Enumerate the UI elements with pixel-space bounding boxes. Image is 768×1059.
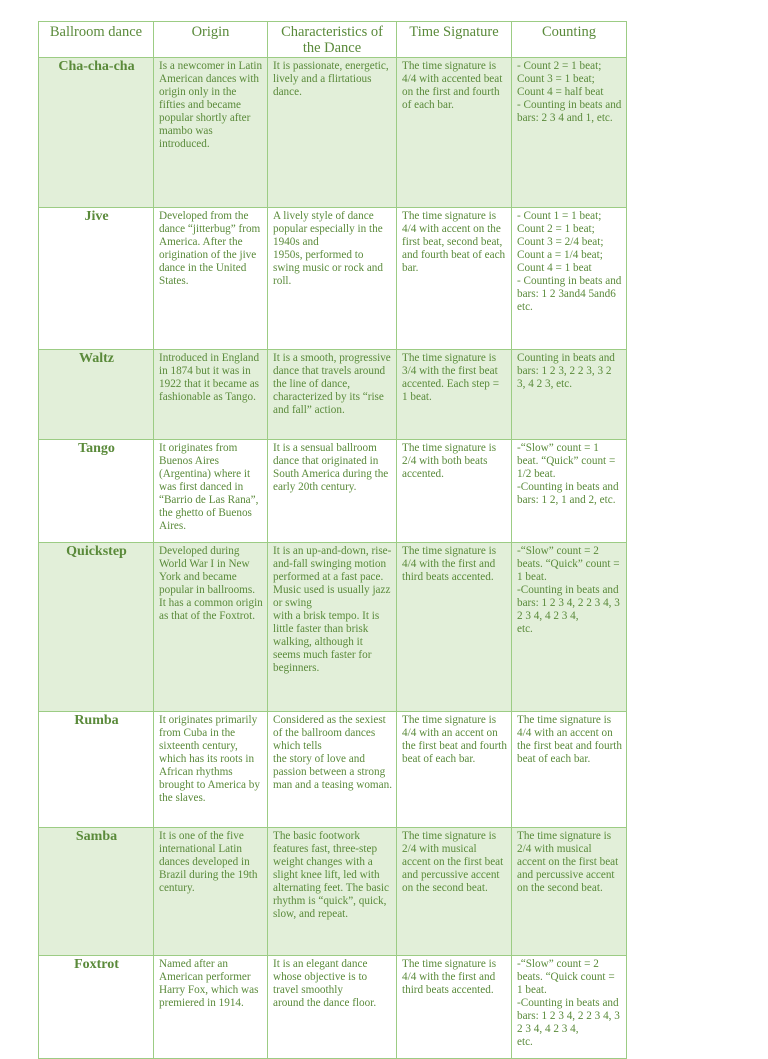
table-row: [39, 543, 627, 712]
dance-name-cell: Samba: [39, 828, 154, 956]
time-signature-cell: The time signature is 4/4 with an accent on the first beat and fourth beat of each bar.: [397, 712, 512, 828]
time-signature-cell: The time signature is 4/4 with the first and third beats accented.: [397, 956, 512, 1059]
time-signature-cell: The time signature is 2/4 with musical accent on the first beat and percussive accent on the second beat.: [397, 828, 512, 956]
header-origin: Origin: [154, 22, 268, 58]
table-row: [39, 956, 627, 1059]
origin-cell: It originates primarily from Cuba in the sixteenth century, which has its roots in African rhythms brought to America by the slaves.: [154, 712, 268, 828]
counting-cell: The time signature is 2/4 with musical accent on the first beat and percussive accent on the second beat.: [512, 828, 627, 956]
characteristics-cell: Considered as the sexiest of the ballroom dances which tells the story of love and passion between a strong man and a teasing woman.: [268, 712, 397, 828]
characteristics-cell: It is an elegant dance whose objective is to travel smoothly around the dance floor.: [268, 956, 397, 1059]
header-ballroom-dance: Ballroom dance: [39, 22, 154, 58]
table-row: [39, 350, 627, 440]
origin-cell: Named after an American performer Harry Fox, which was premiered in 1914.: [154, 956, 268, 1059]
counting-cell: Counting in beats and bars: 1 2 3, 2 2 3, 3 2 3, 4 2 3, etc.: [512, 350, 627, 440]
dance-name-cell: Quickstep: [39, 543, 154, 712]
time-signature-cell: The time signature is 4/4 with accent on the first beat, second beat, and fourth beat of each bar.: [397, 208, 512, 350]
time-signature-cell: The time signature is 4/4 with the first and third beats accented.: [397, 543, 512, 712]
origin-cell: Developed from the dance “jitterbug” from America. After the origination of the jive dance in the United States.: [154, 208, 268, 350]
header-time-signature: Time Signature: [397, 22, 512, 58]
dance-name-cell: Cha-cha-cha: [39, 58, 154, 208]
ballroom-dance-table: [38, 21, 627, 1059]
counting-cell: -“Slow” count = 2 beats. “Quick” count = 1 beat. -Counting in beats and bars: 1 2 3 4, 2 2 3 4, 3 2 3 4, 4 2 3 4, etc.: [512, 543, 627, 712]
characteristics-cell: It is passionate, energetic, lively and a flirtatious dance.: [268, 58, 397, 208]
header-counting: Counting: [512, 22, 627, 58]
counting-cell: - Count 1 = 1 beat; Count 2 = 1 beat; Count 3 = 2/4 beat; Count a = 1/4 beat; Count 4 = 1 beat - Counting in beats and bars: 1 2 3and4 5and6 etc.: [512, 208, 627, 350]
dance-name-cell: Rumba: [39, 712, 154, 828]
origin-cell: Is a newcomer in Latin American dances with origin only in the fifties and became popular shortly after mambo was introduced.: [154, 58, 268, 208]
header-characteristics: Characteristics of the Dance: [268, 22, 397, 58]
dance-name-cell: Waltz: [39, 350, 154, 440]
counting-cell: The time signature is 4/4 with an accent on the first beat and fourth beat of each bar.: [512, 712, 627, 828]
origin-cell: Introduced in England in 1874 but it was in 1922 that it became as fashionable as Tango.: [154, 350, 268, 440]
counting-cell: -“Slow” count = 2 beats. “Quick count = 1 beat. -Counting in beats and bars: 1 2 3 4, 2 2 3 4, 3 2 3 4, 4 2 3 4, etc.: [512, 956, 627, 1059]
characteristics-cell: It is a sensual ballroom dance that originated in South America during the early 20th century.: [268, 440, 397, 543]
origin-cell: Developed during World War I in New York and became popular in ballrooms. It has a common origin as that of the Foxtrot.: [154, 543, 268, 712]
table-row: [39, 58, 627, 208]
characteristics-cell: It is an up-and-down, rise-and-fall swinging motion performed at a fast pace. Music used is usually jazz or swing with a brisk tempo. It is little faster than brisk walking, although it seems much faster for beginners.: [268, 543, 397, 712]
characteristics-cell: It is a smooth, progressive dance that travels around the line of dance, characterized by its “rise and fall” action.: [268, 350, 397, 440]
counting-cell: - Count 2 = 1 beat; Count 3 = 1 beat; Count 4 = half beat - Counting in beats and bars: 2 3 4 and 1, etc.: [512, 58, 627, 208]
time-signature-cell: The time signature is 2/4 with both beats accented.: [397, 440, 512, 543]
time-signature-cell: The time signature is 4/4 with accented beat on the first and fourth of each bar.: [397, 58, 512, 208]
table-row: [39, 440, 627, 543]
origin-cell: It is one of the five international Latin dances developed in Brazil during the 19th century.: [154, 828, 268, 956]
origin-cell: It originates from Buenos Aires (Argentina) where it was first danced in “Barrio de Las Rana”, the ghetto of Buenos Aires.: [154, 440, 268, 543]
table-row: [39, 828, 627, 956]
characteristics-cell: The basic footwork features fast, three-step weight changes with a slight knee lift, led with alternating feet. The basic rhythm is “quick”, quick, slow, and repeat.: [268, 828, 397, 956]
table-row: [39, 712, 627, 828]
dance-name-cell: Tango: [39, 440, 154, 543]
table-row: [39, 208, 627, 350]
header-row: [39, 22, 627, 58]
dance-name-cell: Foxtrot: [39, 956, 154, 1059]
characteristics-cell: A lively style of dance popular especially in the 1940s and 1950s, performed to swing music or rock and roll.: [268, 208, 397, 350]
time-signature-cell: The time signature is 3/4 with the first beat accented. Each step = 1 beat.: [397, 350, 512, 440]
counting-cell: -“Slow” count = 1 beat. “Quick” count = 1/2 beat. -Counting in beats and bars: 1 2, 1 and 2, etc.: [512, 440, 627, 543]
dance-name-cell: Jive: [39, 208, 154, 350]
